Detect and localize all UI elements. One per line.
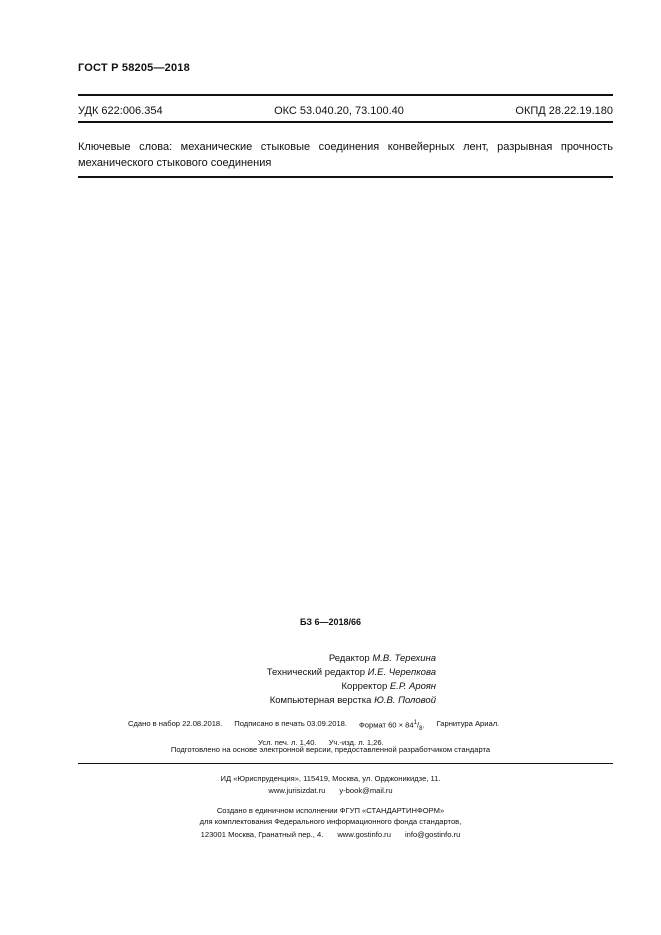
classification-codes [78,105,613,117]
format-numerator: 1 [413,720,417,726]
layout-role: Компьютерная верстка [269,695,372,706]
editor-name: М.В. Терехина [372,653,436,664]
typeface: Гарнитура Ариал. [436,719,500,728]
signed-date: Подписано в печать 03.09.2018. [234,719,347,728]
credits [254,652,436,708]
editor-role: Редактор [328,653,370,664]
credit-tech-editor [254,666,436,680]
keywords-rule [78,176,613,178]
publisher-line: ИД «Юриспруденция», 115419, Москва, ул. Орджоникидзе, 11. [220,774,441,783]
prepared-note: Подготовлено на основе электронной версии, предоставленной разработчиком стандарта [170,745,491,754]
creator-address: 123001 Москва, Гранатный пер., 4. [200,830,324,839]
corrector-name: Е.Р. Ароян [389,681,436,692]
credit-layout [254,694,436,708]
creator-line2: для комплектования Федерального информационного фонда стандартов, [199,817,462,826]
creator-contacts [0,829,661,841]
print-sheets: Усл. печ. л. 1,40. [258,738,317,748]
format-suffix: . [422,720,425,730]
format-prefix: Формат 60 × 84 [359,720,414,730]
udk-code: УДК 622:006.354 [78,105,163,117]
tech-editor-role: Технический редактор [266,667,366,678]
keywords: Ключевые слова: механические стыковые соединения конвейерных лент, разрывная прочность механического стыкового соединения [78,141,613,169]
codes-rule [78,121,613,123]
publisher-email[interactable]: y-book@mail.ru [339,786,393,795]
header-rule [78,94,613,96]
bz-number: БЗ 6—2018/66 [299,617,362,627]
publisher-contacts [0,785,661,797]
creator-email[interactable]: info@gostinfo.ru [404,830,461,839]
publisher-site[interactable]: www.jurisizdat.ru [268,786,326,795]
paper-format [359,717,425,736]
oks-code: ОКС 53.040.20, 73.100.40 [274,105,404,117]
okpd-code: ОКПД 28.22.19.180 [515,105,613,117]
credit-editor [254,652,436,666]
format-denominator: 8 [419,726,423,733]
footer-rule [78,763,613,764]
publish-sheets: Уч.-изд. л. 1,26. [328,738,384,748]
tech-editor-name: И.Е. Черепкова [367,667,436,678]
creator-site[interactable]: www.gostinfo.ru [337,830,391,839]
format-separator: / [416,720,420,730]
corrector-role: Корректор [341,681,388,692]
creator-line1: Создано в единичном исполнении ФГУП «СТАНДАРТИНФОРМ» [216,806,445,815]
layout-name: Ю.В. Половой [374,695,436,706]
credit-corrector [254,680,436,694]
submitted-date: Сдано в набор 22.08.2018. [128,719,223,728]
standard-number: ГОСТ Р 58205—2018 [78,62,190,74]
